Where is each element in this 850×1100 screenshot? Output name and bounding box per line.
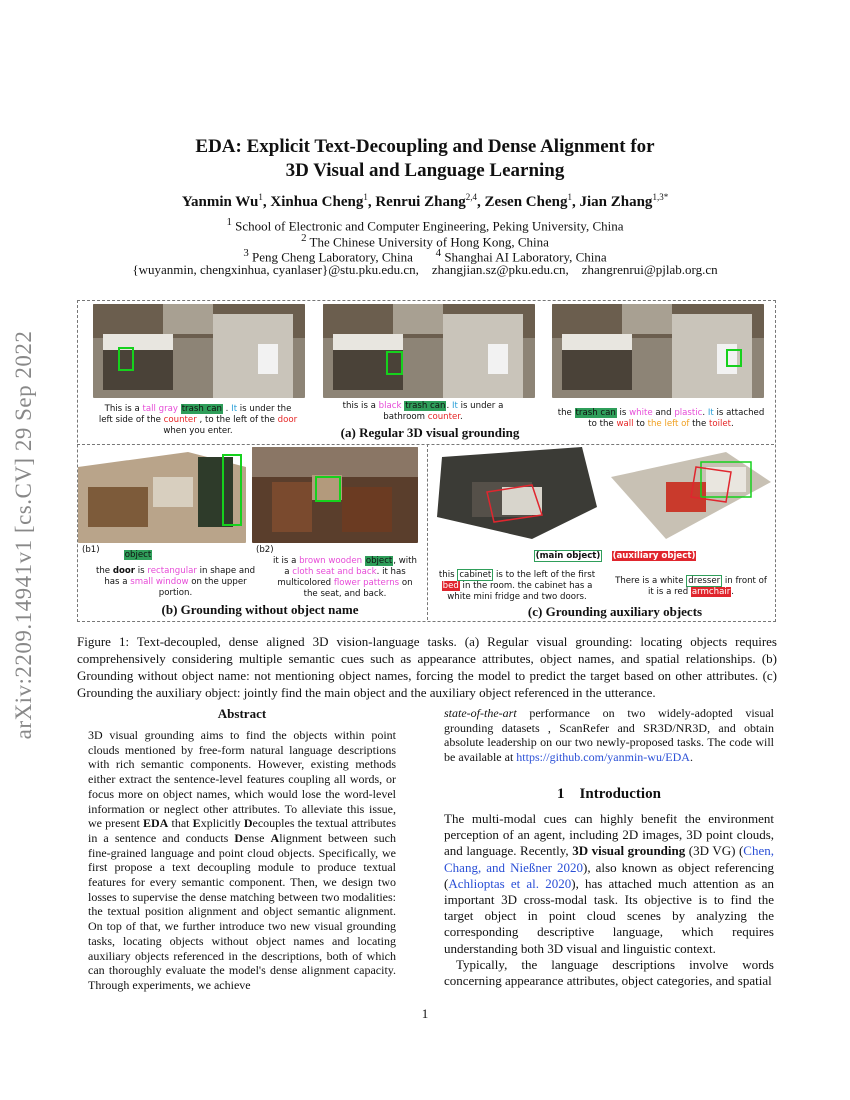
scene-image-b2 xyxy=(252,447,418,543)
a2-text-3: is under a bathroom xyxy=(383,401,504,422)
abstract-text-4: ecouples the textual attributes in a sentence and conducts xyxy=(88,816,396,845)
affil-2-text: The Chinese University of Hong Kong, China xyxy=(309,234,549,250)
abstract-cont-text-1: performance on two widely-adopted visual grounding datasets , ScanRefer and SR3D/NR3D, and obtain absolute leadership on our two newly-proposed tasks. The code will be available at xyxy=(444,706,774,765)
scene-image-c1 xyxy=(432,447,602,543)
abstract-text-5: ense xyxy=(243,830,271,845)
b2-attribute-1: brown wooden xyxy=(299,556,363,566)
a1-object: trash can xyxy=(181,404,222,414)
a2-text-4: . xyxy=(460,412,463,422)
a2-object: trash can xyxy=(405,401,446,411)
page-number: 1 xyxy=(421,1006,429,1021)
a3-text-8: . xyxy=(731,419,734,429)
abstract-cont-text-2: . xyxy=(689,750,693,765)
a3-attribute-1: white xyxy=(629,408,653,418)
author-5: Jian Zhang xyxy=(579,194,653,210)
scene-image-a1 xyxy=(93,304,305,398)
b1-text-4: on the upper portion. xyxy=(158,577,247,598)
a1-pronoun: It xyxy=(231,404,238,414)
a2-text-2: . xyxy=(446,401,452,411)
a3-relation-2: the left of xyxy=(647,419,690,429)
a1-text-2: . xyxy=(222,404,232,414)
b2-text-3: . it has multicolored xyxy=(277,567,406,588)
a1-text-4: , to the left of the xyxy=(196,415,278,425)
affil-2-sup: 2 xyxy=(301,232,307,244)
a1-text-3: is under the left side of the xyxy=(98,404,292,425)
author-4-sup: 1 xyxy=(567,192,572,202)
a3-text-1: the xyxy=(557,408,575,418)
b1-text-2: is xyxy=(135,566,148,576)
intro-paragraph-1 xyxy=(444,811,774,957)
c2-object: dresser xyxy=(688,576,721,586)
a3-pronoun: It xyxy=(707,408,714,418)
b1-object: object xyxy=(124,550,152,560)
a3-text-3: and xyxy=(652,408,675,418)
b2-attribute-2: cloth seat and back xyxy=(292,567,377,577)
abstract-d: D xyxy=(243,816,253,831)
citation-chen[interactable]: Chen, Chang, and Nießner 2020 xyxy=(444,843,774,875)
a1-relation-1: counter xyxy=(163,415,197,425)
citation-achlioptas[interactable]: Achlioptas et al. 2020 xyxy=(448,875,572,891)
abstract-d2: D xyxy=(234,830,244,845)
scene-image-c2 xyxy=(606,447,774,543)
subfigure-label-c: (c) Grounding auxiliary objects xyxy=(527,604,703,619)
a3-text-2: is xyxy=(616,408,630,418)
a3-relation-3: toilet xyxy=(708,419,732,429)
c2-auxiliary: armchair xyxy=(691,587,731,597)
b2-text-1: it is a xyxy=(272,556,300,566)
abstract-eda: EDA xyxy=(142,816,169,831)
intro-text-3: ), also known as object referencing ( xyxy=(444,859,774,891)
caption-b1 xyxy=(93,566,258,599)
affil-4-text: Shanghai AI Laboratory, China xyxy=(444,249,607,265)
author-3: Renrui Zhang xyxy=(375,194,466,210)
a2-attribute: black xyxy=(378,401,402,411)
main-object-tag xyxy=(531,551,605,562)
intro-paragraph-2: Typically, the language descriptions involve words concerning appearance attributes, object categories, and spatial xyxy=(444,956,774,989)
intro-text-2: (3D VG) ( xyxy=(685,843,744,859)
a1-attribute: tall gray xyxy=(142,404,178,414)
intro-heading: 1 Introduction xyxy=(557,786,661,802)
main-object-label: (main object) xyxy=(535,551,601,561)
title-line-1: EDA: Explicit Text-Decoupling and Dense Alignment for xyxy=(195,136,655,157)
intro-body xyxy=(444,811,774,989)
b2-object: object xyxy=(365,556,393,566)
abstract-text-1: 3D visual grounding aims to find the objects within point clouds mentioned by free-form natural language descriptions with rich semantic components. However, existing methods either extract the sentence-level features coupling all words, or focus more on object names, which would lose the word-level information or neglect other attributes. To alleviate this issue, we present xyxy=(88,728,396,831)
c2-text-2: in front of it is a red xyxy=(647,576,767,597)
author-2: Xinhua Cheng xyxy=(270,194,364,210)
figure-divider-vertical xyxy=(427,444,428,620)
c1-text-2: is to the left of the first xyxy=(493,570,596,580)
affil-1-sup: 1 xyxy=(226,216,232,228)
b1-attribute-1: rectangular xyxy=(147,566,197,576)
c2-text-1: There is a white xyxy=(615,576,687,586)
author-3-sup: 2,4 xyxy=(465,192,478,202)
b1-object-tag xyxy=(118,550,158,561)
abstract-continuation xyxy=(444,706,774,765)
figure-1-caption: Figure 1: Text-decoupled, dense aligned 3D vision-language tasks. (a) Regular visual grounding: locating objects requires comprehensively considering multiple semantic cues such as appearance attributes, object names, and spatial relationships. (b) Grounding without object name: not mentioning object names, forcing the model to predict the target based on other attributes. (c) Grounding the auxiliary object: jointly find the main object and the auxiliary object referenced in the utterance. xyxy=(77,634,777,700)
affil-4-sup: 4 xyxy=(435,247,442,259)
b2-text-4: on the seat, and back. xyxy=(303,578,413,599)
a3-text-7: the xyxy=(689,419,709,429)
affil-1-text: School of Electronic and Computer Engineering, Peking University, China xyxy=(235,218,624,234)
a3-text-4: . xyxy=(702,408,708,418)
b2-text-2: , with a xyxy=(284,556,417,577)
a1-text-1: This is a xyxy=(104,404,143,414)
abstract-text-6: lignment between such fine-grained language and point cloud objects. Specifically, we first propose a text decoupling module to produce textual features for every semantic component. Then, we design two losses to supervise the dense matching between two modalities: the textual position alignment and object semantic alignment. On top of that, we further introduce two new visual grounding tasks, locating objects without object names and locating auxiliary objects referenced in the descriptions, both of which can thoroughly evaluate the model's dense alignment capacity. Through experiments, we achieve xyxy=(88,830,397,992)
b2-attribute-3: flower patterns xyxy=(333,578,400,588)
a2-text-1: this is a xyxy=(342,401,379,411)
b1-noun: door xyxy=(112,566,136,576)
author-1-sup: 1 xyxy=(258,192,263,202)
abstract-body xyxy=(88,728,396,993)
c1-text-1: this xyxy=(438,570,458,580)
c1-auxiliary: bed xyxy=(442,581,459,591)
a1-text-5: when you enter. xyxy=(163,426,233,436)
caption-a3 xyxy=(556,408,766,430)
caption-b2 xyxy=(270,556,420,600)
subfigure-label-b: (b) Grounding without object name xyxy=(161,602,359,617)
author-2-sup: 1 xyxy=(363,192,368,202)
a3-attribute-2: plastic xyxy=(674,408,703,418)
a1-relation-2: door xyxy=(277,415,298,425)
b1-text-3: in shape and has a xyxy=(104,566,256,587)
author-1: Yanmin Wu xyxy=(181,194,259,210)
affil-3-text: Peng Cheng Laboratory, China xyxy=(252,249,413,265)
a2-pronoun: It xyxy=(451,401,458,411)
a2-relation: counter xyxy=(427,412,461,422)
a3-text-5: is attached to the xyxy=(588,408,765,429)
b1-attribute-2: small window xyxy=(130,577,189,587)
abstract-text-3: xplicitly xyxy=(200,816,244,831)
tag-b1: (b1) xyxy=(82,545,100,555)
figure-divider-horizontal xyxy=(77,444,774,445)
abstract-heading: Abstract xyxy=(217,706,267,721)
caption-a2 xyxy=(333,401,513,423)
a3-relation-1: wall xyxy=(616,419,634,429)
abstract-a: A xyxy=(270,830,280,845)
c1-object: cabinet xyxy=(459,570,492,580)
tag-b2: (b2) xyxy=(256,545,274,555)
caption-c1 xyxy=(431,570,603,603)
paper-title xyxy=(100,135,750,183)
scene-image-b1 xyxy=(78,447,246,543)
caption-a1 xyxy=(97,404,299,437)
c2-text-3: . xyxy=(731,587,735,597)
abstract-e: E xyxy=(192,816,201,831)
scene-image-a3 xyxy=(552,304,764,398)
auxiliary-object-label: (auxiliary object) xyxy=(612,551,696,561)
intro-text-4: ), has attached much attention as an important 3D cross-modal task. Its objective is to find the target object in point cloud scenes by analyzing the corresponding descriptive language, which requires understanding both 3D visual and linguistic context. xyxy=(444,875,774,956)
title-line-2: 3D Visual and Language Learning xyxy=(285,160,565,181)
scene-image-a2 xyxy=(323,304,535,398)
author-emails: {wuyanmin, chengxinhua, cyanlaser}@stu.pku.edu.cn, zhangjian.sz@pku.edu.cn, zhangrenrui@pjlab.org.cn xyxy=(132,262,718,277)
code-link[interactable]: https://github.com/yanmin-wu/EDA xyxy=(516,750,690,765)
author-4: Zesen Cheng xyxy=(484,194,568,210)
a3-text-6: to xyxy=(633,419,648,429)
b1-text-1: the xyxy=(95,566,113,576)
intro-bold-term: 3D visual grounding xyxy=(572,843,686,859)
intro-text-1: The multi-modal cues can highly benefit the environment perception of an agent, including 2D images, 3D point clouds, and language. Recently, xyxy=(444,811,774,859)
abstract-text-2: that xyxy=(168,816,193,831)
subfigure-label-a: (a) Regular 3D visual grounding xyxy=(340,425,520,440)
affil-3-sup: 3 xyxy=(243,247,249,259)
c1-text-3: in the room. the cabinet has a white mini fridge and two doors. xyxy=(447,581,593,602)
caption-c2 xyxy=(611,576,771,598)
a3-object: trash can xyxy=(575,408,616,418)
author-list: Yanmin Wu$^1$, Xinhua Cheng$^1$, Renrui Zhang$^{2,4}$, Zesen Cheng$^1$, Jian Zhang$^{1,3*}$ xyxy=(181,192,669,210)
sota-text: state-of-the-art xyxy=(444,706,517,720)
author-5-sup: 1,3* xyxy=(652,192,669,202)
arxiv-stamp: arXiv:2209.14941v1 [cs.CV] 29 Sep 2022 xyxy=(11,330,36,740)
aux-object-tag xyxy=(608,551,700,562)
